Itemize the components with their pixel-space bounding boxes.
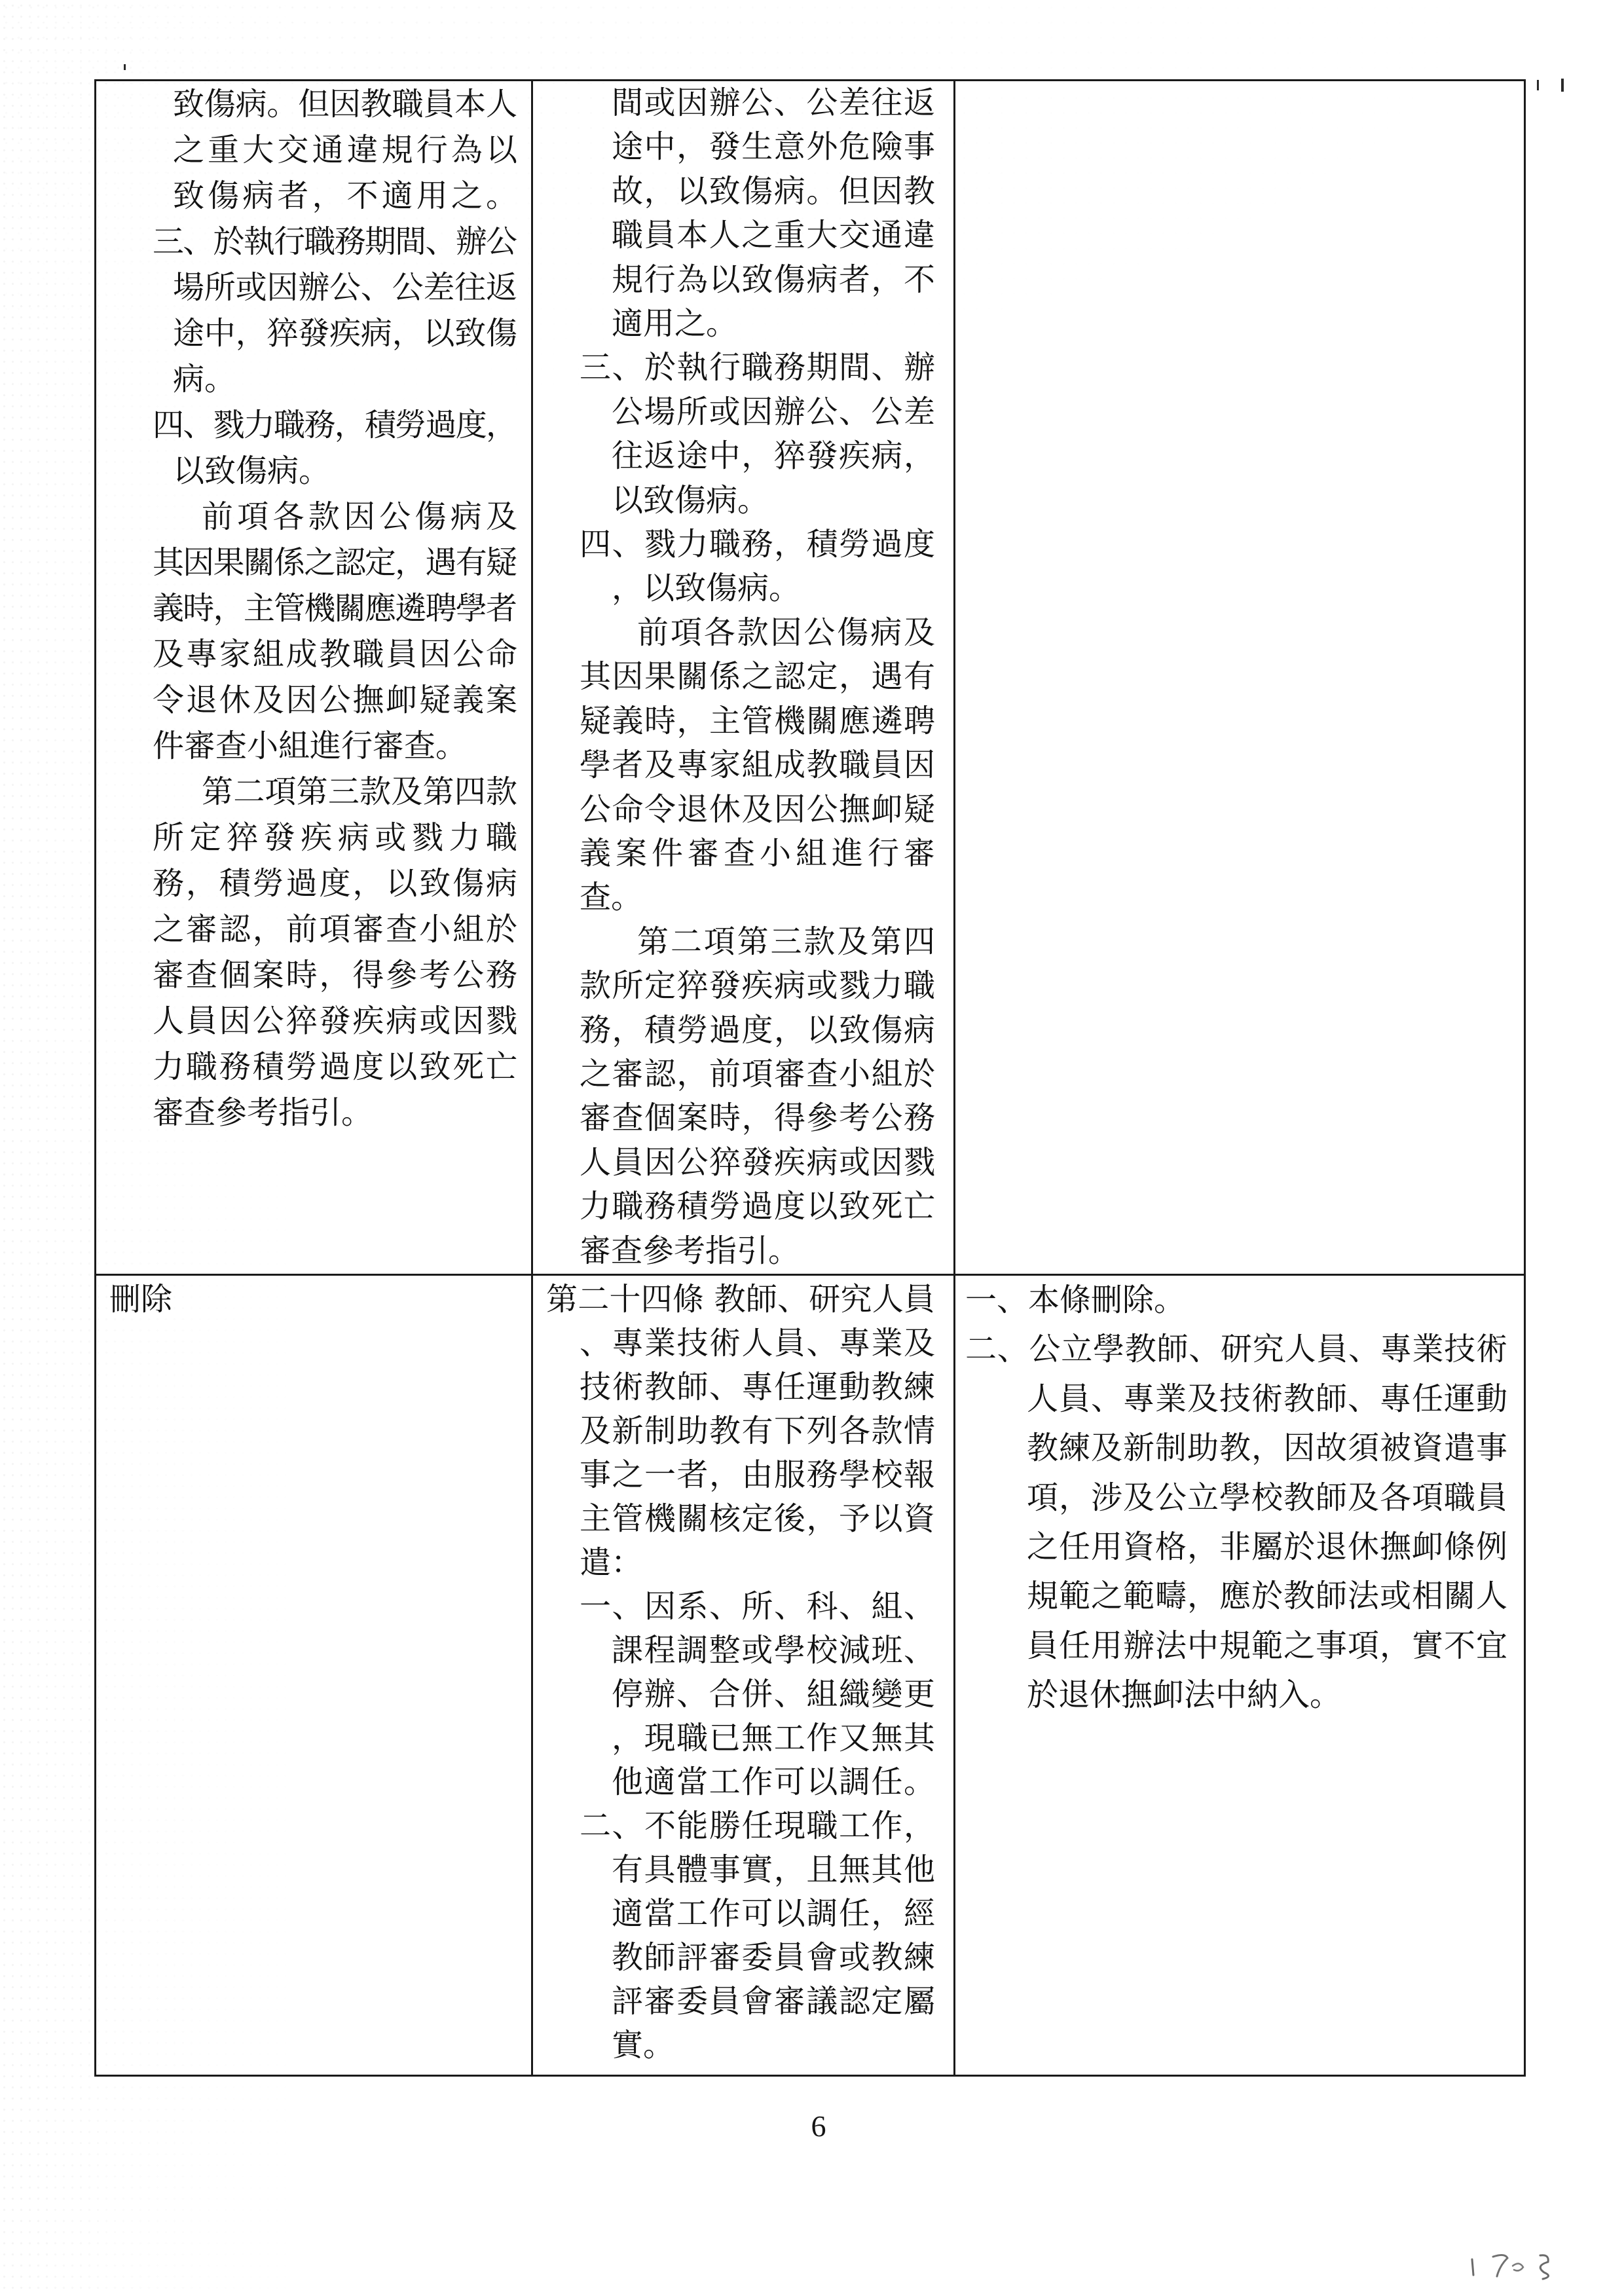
text-line-content: 第二項第三款及第四款 <box>202 773 518 810</box>
text-line-content: 第二項第三款及第四 <box>637 923 937 960</box>
text-line-content: 於退休撫卹法中納入。 <box>1027 1676 1342 1714</box>
text-line <box>612 1892 935 1936</box>
text-line <box>173 448 517 494</box>
text-line-content: ，以致傷病。 <box>612 570 801 607</box>
text-line-content: 場所或因辦公、公差往返 <box>173 269 517 306</box>
list-item <box>546 1804 935 2067</box>
table-cell <box>96 1276 531 2075</box>
text-line <box>580 1585 935 1629</box>
text-line <box>580 1052 935 1096</box>
text-line <box>153 1044 517 1090</box>
text-line-content: 實。 <box>612 2026 675 2064</box>
text-line-content: 之審認，前項審查小組於 <box>153 911 519 948</box>
text-line <box>153 952 517 998</box>
text-line-content: 適用之。 <box>612 305 738 343</box>
text-line-content: 務，積勞過度，以致傷病 <box>580 1011 936 1048</box>
continued-list-item <box>580 81 935 346</box>
text-line <box>153 723 517 769</box>
list-item <box>965 1276 1507 1325</box>
text-line <box>1027 1671 1507 1720</box>
text-line-content: 評審委員會審議認定屬 <box>612 1982 936 2020</box>
text-line <box>109 1278 518 1322</box>
paragraph <box>153 494 522 769</box>
text-line-content: 之任用資格，非屬於退休撫卹條例 <box>1027 1528 1508 1566</box>
text-line <box>202 769 517 815</box>
paragraph <box>580 920 935 1273</box>
list-item <box>153 219 517 402</box>
text-line <box>580 788 935 832</box>
text-line-content: 三、於執行職務期間、辦 <box>580 349 936 386</box>
text-line <box>637 611 935 655</box>
text-line <box>153 540 517 585</box>
text-line-content: 務，積勞過度，以致傷病 <box>153 865 519 902</box>
text-line-content: 停辦、合併、組織變更 <box>612 1675 936 1713</box>
text-line <box>580 1497 935 1541</box>
list-item <box>153 402 517 494</box>
table-border-right <box>1524 79 1526 2077</box>
text-line-content: 教練及新制助教，因故須被資遣事 <box>1027 1430 1508 1467</box>
text-line-content: 主管機關核定後，予以資 <box>580 1500 936 1537</box>
text-line-content: 所定猝發疾病或戮力職 <box>153 819 523 856</box>
text-line <box>612 1716 935 1760</box>
text-line-content: 審查個案時，得參考公務 <box>580 1100 936 1137</box>
text-line <box>580 1804 935 1848</box>
handwritten-mark <box>1467 2246 1565 2283</box>
text-line <box>580 1365 935 1409</box>
text-line-content: 事之一者，由服務學校報 <box>580 1456 936 1493</box>
table-border-bottom <box>94 2075 1526 2077</box>
text-line <box>580 743 935 787</box>
text-line-content: 致傷病者，不適用之。 <box>173 177 521 214</box>
text-line <box>612 2024 935 2067</box>
text-line <box>1027 1473 1507 1523</box>
text-line-content: 令退休及因公撫卹疑義案 <box>153 682 519 718</box>
article-clause <box>546 1278 935 1585</box>
text-line <box>580 699 935 743</box>
text-line <box>580 832 940 876</box>
text-line <box>153 677 517 723</box>
text-line-content: 力職務積勞過度以致死亡 <box>153 1048 519 1085</box>
text-line <box>612 434 935 478</box>
text-line-content: 途中，猝發疾病，以致傷 <box>173 315 517 352</box>
list-item <box>546 1585 935 1804</box>
table-cell <box>533 1276 953 2075</box>
text-line-content: 疑義時，主管機關應遴聘 <box>580 702 936 739</box>
text-line-content: 以致傷病。 <box>173 453 331 489</box>
table-cell <box>96 81 531 1274</box>
text-line <box>1027 1523 1507 1572</box>
text-line-content: 審查參考指引。 <box>153 1094 373 1131</box>
text-line-content: 途中，發生意外危險事 <box>612 128 936 166</box>
text-line <box>580 1185 935 1229</box>
text-line-content: 員任用辦法中規範之事項，實不宜 <box>1027 1627 1508 1664</box>
text-line <box>580 346 935 390</box>
text-line <box>965 1276 1507 1325</box>
text-line-content: 及專家組成教職員因公命 <box>153 636 519 673</box>
text-line <box>1027 1375 1507 1424</box>
text-line-content: 規行為以致傷病者，不 <box>612 261 936 298</box>
text-line <box>173 127 521 173</box>
text-line-content: 四、戮力職務，積勞過度， <box>153 407 517 443</box>
text-line <box>153 219 517 265</box>
table-cell <box>955 1276 1524 2075</box>
text-line-content: 二、公立學教師、研究人員、專業技術 <box>965 1331 1508 1368</box>
text-line <box>612 302 935 346</box>
list-item <box>580 346 935 523</box>
text-line <box>580 1229 935 1273</box>
text-line <box>153 861 517 906</box>
text-line <box>1027 1621 1507 1671</box>
text-line-content: 有具體事實，且無其他 <box>612 1851 936 1888</box>
text-line <box>1027 1424 1507 1473</box>
text-line <box>153 585 517 631</box>
text-line <box>546 1278 935 1322</box>
text-line-content: 刪除 <box>109 1280 173 1318</box>
text-line <box>965 1325 1507 1374</box>
text-block <box>109 1278 518 1322</box>
text-line <box>580 1322 935 1365</box>
text-line <box>612 81 935 125</box>
text-line <box>612 390 935 434</box>
scan-artifact-mark <box>1561 79 1564 92</box>
text-line <box>637 920 935 964</box>
table-cell <box>955 81 1524 1274</box>
text-line-content: 人員、專業及技術教師、專任運動 <box>1027 1380 1508 1417</box>
text-line <box>202 494 522 540</box>
text-line-content: 規範之範疇，應於教師法或相關人 <box>1027 1578 1508 1615</box>
text-line <box>173 81 517 127</box>
text-line-content: 力職務積勞過度以致死亡 <box>580 1188 936 1225</box>
text-line <box>580 1541 935 1585</box>
text-line-content: 、專業技術人員、專業及 <box>580 1324 936 1361</box>
text-line <box>153 998 517 1044</box>
text-line-content: 及新制助教有下列各款情 <box>580 1412 936 1449</box>
text-line <box>153 815 523 861</box>
table-cell <box>533 81 953 1274</box>
text-line <box>612 1760 935 1804</box>
paragraph <box>153 769 523 1136</box>
text-line <box>580 1453 935 1497</box>
text-line <box>612 1629 935 1673</box>
text-line-content: 學者及專家組成教職員因 <box>580 747 936 784</box>
text-line-content: 審查參考指引。 <box>580 1232 800 1269</box>
text-line-content: 課程調整或學校減班、 <box>612 1631 936 1669</box>
text-line-content: 查。 <box>580 879 643 916</box>
text-line-content: 四、戮力職務，積勞過度 <box>580 526 936 563</box>
text-line-content: 其因果關係之認定，遇有疑 <box>153 544 517 581</box>
text-line <box>612 170 935 213</box>
text-line-content: 病。 <box>173 361 236 398</box>
text-line <box>580 1009 935 1052</box>
scan-artifact-mark <box>1537 80 1539 90</box>
page-number: 6 <box>811 2109 826 2143</box>
text-line-content: 審查個案時，得參考公務 <box>153 957 519 993</box>
text-line-content: 前項各款因公傷病及 <box>637 614 937 651</box>
text-line-content: ，現職已無工作又無其 <box>612 1719 936 1756</box>
text-line-content: 件審查小組進行審查。 <box>153 728 468 764</box>
text-line-content: 義時，主管機關應遴聘學者 <box>153 590 517 627</box>
text-line-content: 公命令退休及因公撫卹疑 <box>580 790 936 828</box>
text-line-content: 故，以致傷病。但因教 <box>612 172 936 210</box>
text-line <box>153 631 517 677</box>
text-line <box>153 402 517 448</box>
text-line-content: 一、因系、所、科、組、 <box>580 1587 936 1625</box>
text-line-content: 二、不能勝任現職工作， <box>580 1807 936 1844</box>
text-line <box>612 213 935 257</box>
text-line <box>153 906 517 952</box>
text-line-content: 職員本人之重大交通違 <box>612 217 936 254</box>
text-line-content: 三、於執行職務期間、辦公 <box>153 223 517 260</box>
text-line-content: 技術教師、專任運動教練 <box>580 1368 936 1405</box>
text-line <box>173 173 521 219</box>
list-item <box>965 1325 1507 1720</box>
paragraph <box>580 611 940 920</box>
text-line-content: 人員因公猝發疾病或因戮 <box>153 1003 519 1039</box>
text-line <box>612 479 935 523</box>
text-line-content: 之審認，前項審查小組於 <box>580 1055 936 1092</box>
scan-artifact-mark <box>124 64 126 70</box>
text-line <box>612 258 935 302</box>
text-line <box>580 1409 935 1453</box>
text-line <box>173 310 517 356</box>
text-line-content: 項，涉及公立學校教師及各項職員 <box>1027 1479 1508 1516</box>
text-line-content: 教師評審委員會或教練 <box>612 1938 936 1976</box>
text-line <box>153 1090 517 1136</box>
text-line-content: 適當工作可以調任，經 <box>612 1895 936 1932</box>
text-line-content: 第二十四條 教師、研究人員 <box>546 1280 936 1318</box>
text-line-content: 往返途中，猝發疾病， <box>612 437 936 475</box>
text-line <box>612 1848 935 1892</box>
text-line-content: 一、本條刪除。 <box>965 1282 1186 1318</box>
text-line-content: 義案件審查小組進行審 <box>580 834 940 872</box>
text-line <box>612 125 935 169</box>
continued-list-item <box>153 81 521 219</box>
text-line-content: 致傷病。但因教職員本人 <box>173 86 517 122</box>
text-line-content: 間或因辦公、公差往返 <box>612 84 936 121</box>
text-line <box>612 1936 935 1980</box>
text-line <box>173 356 517 402</box>
text-line <box>612 1673 935 1716</box>
text-line <box>580 1141 935 1185</box>
text-line <box>580 964 935 1008</box>
text-line <box>580 1096 935 1140</box>
text-line-content: 以致傷病。 <box>612 481 769 519</box>
list-item <box>580 523 935 611</box>
text-line <box>612 1980 935 2024</box>
text-line <box>580 876 935 919</box>
text-line-content: 他適當工作可以調任。 <box>612 1763 936 1800</box>
text-line-content: 款所定猝發疾病或戮力職 <box>580 967 936 1005</box>
text-line <box>612 566 935 610</box>
text-line <box>173 265 517 310</box>
text-line-content: 公場所或因辦公、公差 <box>612 393 936 430</box>
text-line-content: 其因果關係之認定，遇有 <box>580 658 936 695</box>
text-line-content: 人員因公猝發疾病或因戮 <box>580 1143 936 1181</box>
text-line-content: 前項各款因公傷病及 <box>202 498 522 535</box>
text-line-content: 遣： <box>580 1544 643 1581</box>
text-line <box>580 523 935 566</box>
text-line <box>1027 1572 1507 1621</box>
text-line-content: 之重大交通違規行為以 <box>173 132 521 168</box>
text-line <box>580 655 935 699</box>
